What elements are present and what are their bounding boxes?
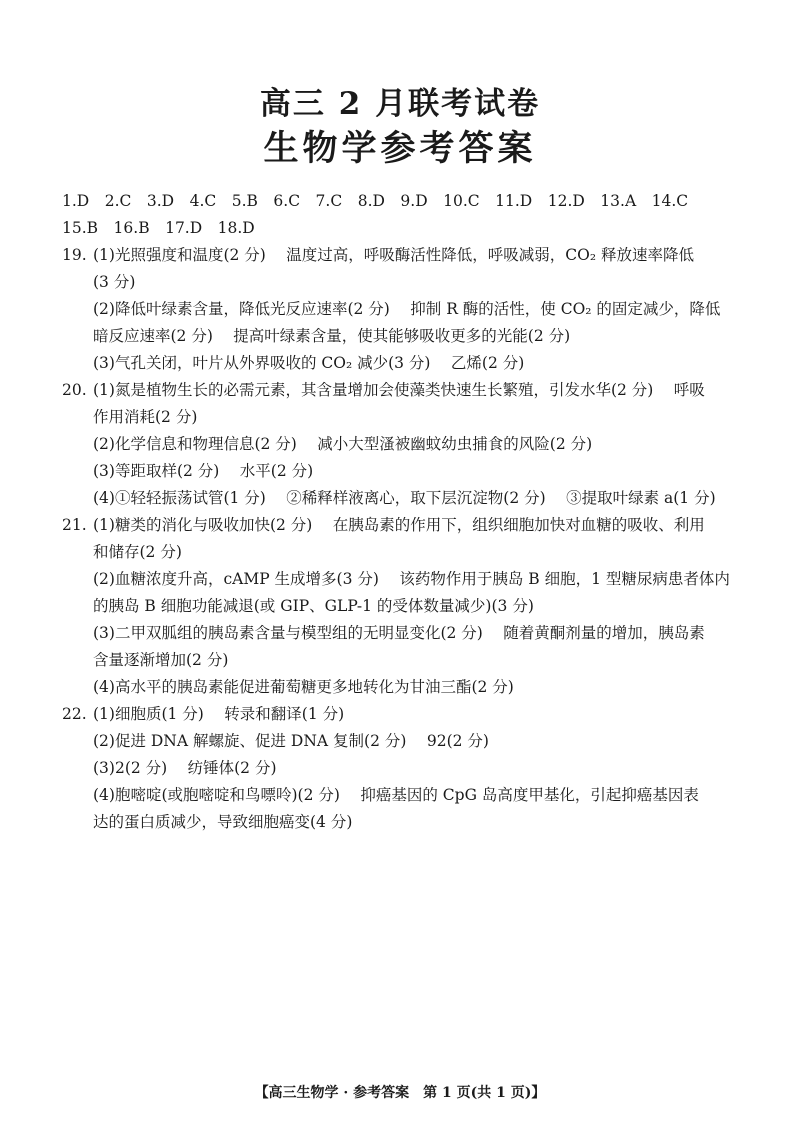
q21-line-6: 含量逐渐增加(2 分) xyxy=(93,651,229,669)
question-22 xyxy=(62,701,752,836)
question-19 xyxy=(62,242,752,377)
q19-line-3: (2)降低叶绿素含量，降低光反应速率(2 分) 抑制 R 酶的活性，使 CO₂ 的固定减少，降低 xyxy=(93,300,721,318)
exam-title: 高三 2 月联考试卷 xyxy=(259,86,541,122)
answer-content xyxy=(62,188,752,836)
question-21 xyxy=(62,512,752,701)
q21-line-2: 和储存(2 分) xyxy=(93,543,182,561)
q22-number: 22. xyxy=(62,705,87,723)
q21-line-1 xyxy=(62,512,752,539)
mc-answers-line-2: 15.B 16.B 17.D 18.D xyxy=(62,219,255,237)
q22-line-1-text: (1)细胞质(1 分) 转录和翻译(1 分) xyxy=(93,705,345,723)
q21-line-7: (4)高水平的胰岛素能促进葡萄糖更多地转化为甘油三酯(2 分) xyxy=(93,678,514,696)
q19-line-4: 暗反应速率(2 分) 提高叶绿素含量，使其能够吸收更多的光能(2 分) xyxy=(93,327,571,345)
q20-line-1 xyxy=(62,377,752,404)
q19-line-2: (3 分) xyxy=(93,273,136,291)
question-20 xyxy=(62,377,752,512)
page-footer: 【高三生物学 · 参考答案 第 1 页(共 1 页)】 xyxy=(254,1085,546,1101)
q19-line-1-text: (1)光照强度和温度(2 分) 温度过高，呼吸酶活性降低，呼吸减弱，CO₂ 释放速率降低 xyxy=(93,246,694,264)
q22-line-5: 达的蛋白质减少，导致细胞癌变(4 分) xyxy=(93,813,353,831)
q20-line-2: 作用消耗(2 分) xyxy=(93,408,198,426)
q21-line-3: (2)血糖浓度升高，cAMP 生成增多(3 分) 该药物作用于胰岛 B 细胞，1 型糖尿病患者体内 xyxy=(93,570,730,588)
q20-line-5: (4)①轻轻振荡试管(1 分) ②稀释样液离心，取下层沉淀物(2 分) ③提取叶绿素 a(1 分) xyxy=(93,489,716,507)
q22-line-1 xyxy=(62,701,752,728)
q19-number: 19. xyxy=(62,246,87,264)
q22-line-2: (2)促进 DNA 解螺旋、促进 DNA 复制(2 分) 92(2 分) xyxy=(93,732,489,750)
q21-line-4: 的胰岛 B 细胞功能减退(或 GIP、GLP-1 的受体数量减少)(3 分) xyxy=(93,597,534,615)
q19-line-1 xyxy=(62,242,752,269)
q21-line-1-text: (1)糖类的消化与吸收加快(2 分) 在胰岛素的作用下，组织细胞加快对血糖的吸收、利用 xyxy=(93,516,705,534)
q21-line-5: (3)二甲双胍组的胰岛素含量与模型组的无明显变化(2 分) 随着黄酮剂量的增加，胰岛素 xyxy=(93,624,705,642)
q20-line-3: (2)化学信息和物理信息(2 分) 减小大型溞被幽蚊幼虫捕食的风险(2 分) xyxy=(93,435,593,453)
q21-number: 21. xyxy=(62,516,87,534)
document-subtitle: 生物学参考答案 xyxy=(263,128,537,169)
q22-line-3: (3)2(2 分) 纺锤体(2 分) xyxy=(93,759,277,777)
mc-answers-line-1: 1.D 2.C 3.D 4.C 5.B 6.C 7.C 8.D 9.D 10.C 11.D 12.D 13.A 14.C xyxy=(62,192,689,210)
q19-line-5: (3)气孔关闭，叶片从外界吸收的 CO₂ 减少(3 分) 乙烯(2 分) xyxy=(93,354,525,372)
q20-line-4: (3)等距取样(2 分) 水平(2 分) xyxy=(93,462,314,480)
q20-line-1-text: (1)氮是植物生长的必需元素，其含量增加会使藻类快速生长繁殖，引发水华(2 分) 呼吸 xyxy=(93,381,705,399)
q20-number: 20. xyxy=(62,381,87,399)
q22-line-4: (4)胞嘧啶(或胞嘧啶和鸟嘌呤)(2 分) 抑癌基因的 CpG 岛高度甲基化，引起抑癌基因表 xyxy=(93,786,699,804)
